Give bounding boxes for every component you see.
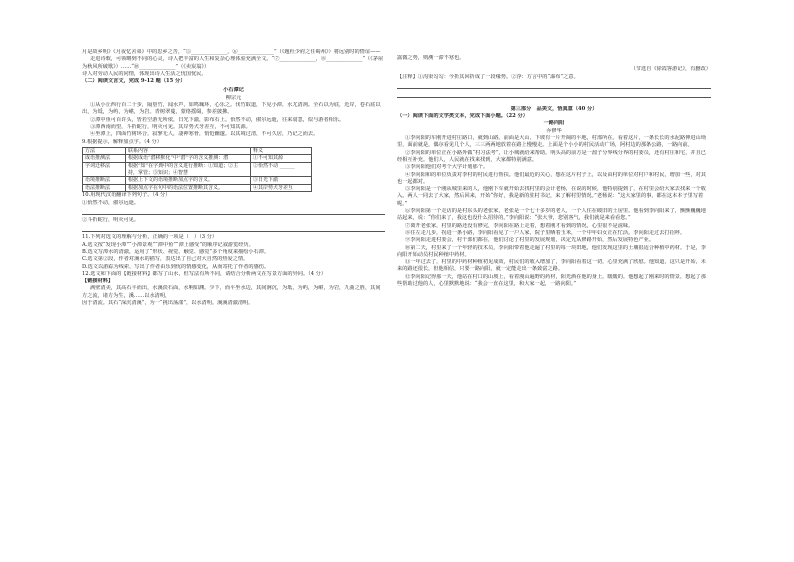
story-paragraph: ②李向阳的单位正在小路外做“村习法考”，让小城就给来帮助。明头高的前方是一溜子分界线分界的村委员，还有村庄和宅，并且已经相互补充。他们人，人民就在找来找到，大家都特别满意。 xyxy=(397,149,706,163)
story-paragraph: ①李向阳的车刚开进村庄路口，就到山路。前面是大山，下坡有一片开阔的平地，村部所在。看着这片，一条长长的水泥路伸进山坳里，面前就是，偶尔看见几个人，三三两两地放着在路上慢慢走。上面是个小小的村民活动广场，阿村边的那条公路，一路向前。 xyxy=(397,135,706,149)
link-material-title: 【链接材料】 xyxy=(82,278,114,285)
poem-fill-paragraph-1: 月是故乡明》《月夜忆舍弟》中的思乡之苦，“⑤______________，⑥______________”（《题杜少府之任蜀州》）将远别时的情谊—— xyxy=(82,49,381,55)
answer-line xyxy=(82,225,385,232)
table-header-row xyxy=(83,147,312,155)
question-10-item-1: ①佁然不动，俶尔远逝。 xyxy=(82,199,140,206)
table-cell: 根据“知”在字典中的含义进行推断：①知道；②主持，掌管；③知识；④智慧 xyxy=(126,163,251,177)
passage-source: （节选自《徐霞客游记》，有删改） xyxy=(630,66,711,73)
passage-author: 柳宗元 xyxy=(225,94,242,101)
table-cell: 根据成语“潜移默化”中“潜”字的含义推测：潜 xyxy=(126,155,251,163)
story-paragraph: ⑤李向阳是一个刚从城里来的人，他刚下车就开始去找村里的会计老杨，在说的时候，他特别提到了，在村里会给大家去找来一个收入。两人一同去了大家，然后回来，开始“你好，我是新的驻村书记，来了解村里情况。”老杨说：“这大家里的事，都在这本本子里写着呢。” xyxy=(397,186,706,207)
story-paragraph: ③李向阳他们对考个大学计划那个。 xyxy=(405,164,489,171)
story-paragraph: ⑨李向阳走进村委会，村干部们都在，他们讨论了村里的发展规划，决定先从修路开始，然后发展特色产业。 xyxy=(405,237,655,244)
table-cell: 成语推测法 xyxy=(83,155,126,163)
question-12: 12.选文和下面的【链接材料】都写了山水，但写法有所不同，请结合分析两文在写景方面的异同。（4 分） xyxy=(82,270,327,277)
story-paragraph: ④李向阳和的单位负责对李村的村民进行帮扶。他们最近的关心，想在这片村子上，以及由村的单位对村户和村民，增加一些，对其也一起都对。 xyxy=(397,171,706,185)
story-paragraph: ⑫李向阳记得那一天，他站在村口的山坡上，看着漫山遍野的药材，阳光洒在他的身上，暖暖的。他想起了刚来时的情景，想起了那些帮助过他的人，心里默默地说：“我会一直在这里，和大家一起，一路向阳。” xyxy=(397,273,706,288)
story-paragraph: ⑩第二天，村里来了一个年轻的技术员，李向阳带着他走遍了村里的每一块田地，他们发现这里的土壤很适合种植中药材。于是，李向阳开始动员村民种植中药材。 xyxy=(397,244,706,258)
answer-line xyxy=(82,208,385,215)
story-title: 一路向阳 xyxy=(543,120,565,127)
passage-title: 小石潭记 xyxy=(223,87,244,94)
table-row xyxy=(83,177,312,185)
question-10-item-2: ②斗折蛇行，明灭可见。 xyxy=(82,217,140,224)
table-cell: 语法推断法 xyxy=(83,184,126,192)
table-cell: 语境推断法 xyxy=(83,177,126,185)
link-material-text: 满壁清美，其高石平而出，水溪淡石面，水响如渊。少下，而平坐水边，其间涧沉，为坻，为屿，为嵁，为岩，九曲之胜，其间方之流，诸方为生，溪……以水清明， xyxy=(82,285,381,299)
vocab-table xyxy=(82,147,312,193)
table-header: 释义 xyxy=(251,147,312,155)
table-cell: 根据上下文的语境推断加点字的含义。 xyxy=(126,177,251,185)
question-9: 9.根据提示，解释加点字。（4 分） xyxy=(82,138,162,145)
question-11: 11.下列对选文的理解与分析，正确的一项是（ ）（3 分） xyxy=(82,234,218,241)
table-cell: 根据加点字在句中的语法位置推断其含义。 xyxy=(126,184,251,192)
passage-paragraph: ①从小丘西行百二十步，隔篁竹，闻水声，如鸣珮环，心乐之。伐竹取道，下见小潭，水尤清冽。全石以为底，近岸，卷石底以出，为坻，为屿，为嵁，为岩。青树翠蔓，蒙络摇缀，参差披拂。 xyxy=(82,102,381,116)
subsection-heading: （一）阅读下面的文学类文本，完成下面小题。（22 分） xyxy=(397,113,528,120)
table-header: 方法 xyxy=(83,147,126,155)
table-row xyxy=(83,184,312,192)
table-cell: ①不可知其源 xyxy=(251,155,312,163)
poem-fill-paragraph-3: 诗人对劳动人民的同情，体现出诗人生活之忧国忧民。 xyxy=(82,70,207,77)
passage-paragraph: ②潭中鱼可百许头，皆若空游无所依，日光下澈，影布石上。佁然不动，俶尔远逝，往来翕忽，似与游者相乐。 xyxy=(90,116,345,123)
table-cell: ②佁然不动 ______ xyxy=(251,163,312,177)
passage-paragraph: ③潭西南而望，斗折蛇行，明灭可见。其岸势犬牙差互，不可知其源。 xyxy=(90,123,251,130)
passage-paragraph: ④坐潭上，四面竹树环合，寂寥无人，凄神寒骨，悄怆幽邃。以其境过清，不可久居，乃记之而去。 xyxy=(90,131,319,138)
story-paragraph: ⑪一年过去了，村里的中药材种植初见成效，村民们的收入增加了，李向阳看着这一切，心里充满了欣慰。他知道，这只是开始，未来的路还很长，但他相信，只要一路向阳，就一定能走出一条致富之路。 xyxy=(397,259,706,273)
part-3-heading: 第三部分 品美文，悟真意（40 分） xyxy=(510,105,598,112)
story-paragraph: ⑧往左走几步，拐进一条小路，李向阳看见了一户人家，院子里晒着玉米，一个中年妇女正在忙活。李向阳走过去打招呼。 xyxy=(405,229,686,236)
story-paragraph: ⑥李向阳第一个走访的是村东头的老张家，老张是一个七十多岁的老人，一个人住在破旧的土房里。他看到李向阳来了，颤颤巍巍地站起来，说：“你们来了，我这也没什么招待的。”李向阳说：“张大爷，您别客气，我们就是来看看您。” xyxy=(397,208,706,222)
option-d: D.选文以游踪为线索，写出了作者由乐到忧的情感变化，从而寄托了作者的感伤。 xyxy=(82,263,270,270)
section-2-heading: （二）阅读文言文，完成 9-12 题（15 分） xyxy=(82,78,186,85)
link-material-text: 因于清流。其石“深沉清溪”，为一“挑出荡漾”，以水清明。溪溪清澈清明。 xyxy=(82,299,254,306)
left-column xyxy=(82,0,385,562)
answer-line xyxy=(397,82,711,89)
option-a: A.选文按“发现小潭”“小潭景观”“潭中鱼”“潭上感受”的顺序记叙游览经历。 xyxy=(82,241,254,248)
question-10: 10.用现代汉语翻译下列句子。（4 分） xyxy=(82,192,171,199)
option-c: C.选文第②段，作者对溪水的描写，表达出了自己对大自然的热爱之情。 xyxy=(82,256,249,263)
table-cell: ④其岸势犬牙差互 xyxy=(251,184,312,192)
table-row xyxy=(83,163,312,177)
table-cell: ③日光下澈 xyxy=(251,177,312,185)
table-header: 联系内容 xyxy=(126,147,251,155)
story-paragraph: ⑦离开老张家，村里的路还没有修完，李向阳在路上走着，想着刚才看到的情况，心里很不是滋味。 xyxy=(405,222,634,229)
option-b: B.选文写潭水的清澈，运用了“形状、视觉、触觉、感觉”多个角度来描绘小石潭。 xyxy=(82,248,270,255)
poem-fill-paragraph-2: 走进诗歌，可领略到不同的心灵，诗人把丰富的人生和复杂心理体验充满全文。“⑦______________，⑧______________”（《茅屋为秋风所破歌》）……“⑩______________”（《卖炭翁》） xyxy=(82,56,384,70)
annotation-note: 【注释】①沟渠勾勾：今折其回折成了一段缘势。②浮：方言中的“瀑布”之意。 xyxy=(397,73,579,80)
story-author: 乔修华 xyxy=(546,127,562,134)
passage-ending: 露微之势，则溯一滞不寒也。 xyxy=(397,55,465,61)
right-column xyxy=(397,0,711,562)
table-row xyxy=(83,155,312,163)
answer-line xyxy=(397,91,711,98)
table-cell: 字词迁移法 xyxy=(83,163,126,177)
